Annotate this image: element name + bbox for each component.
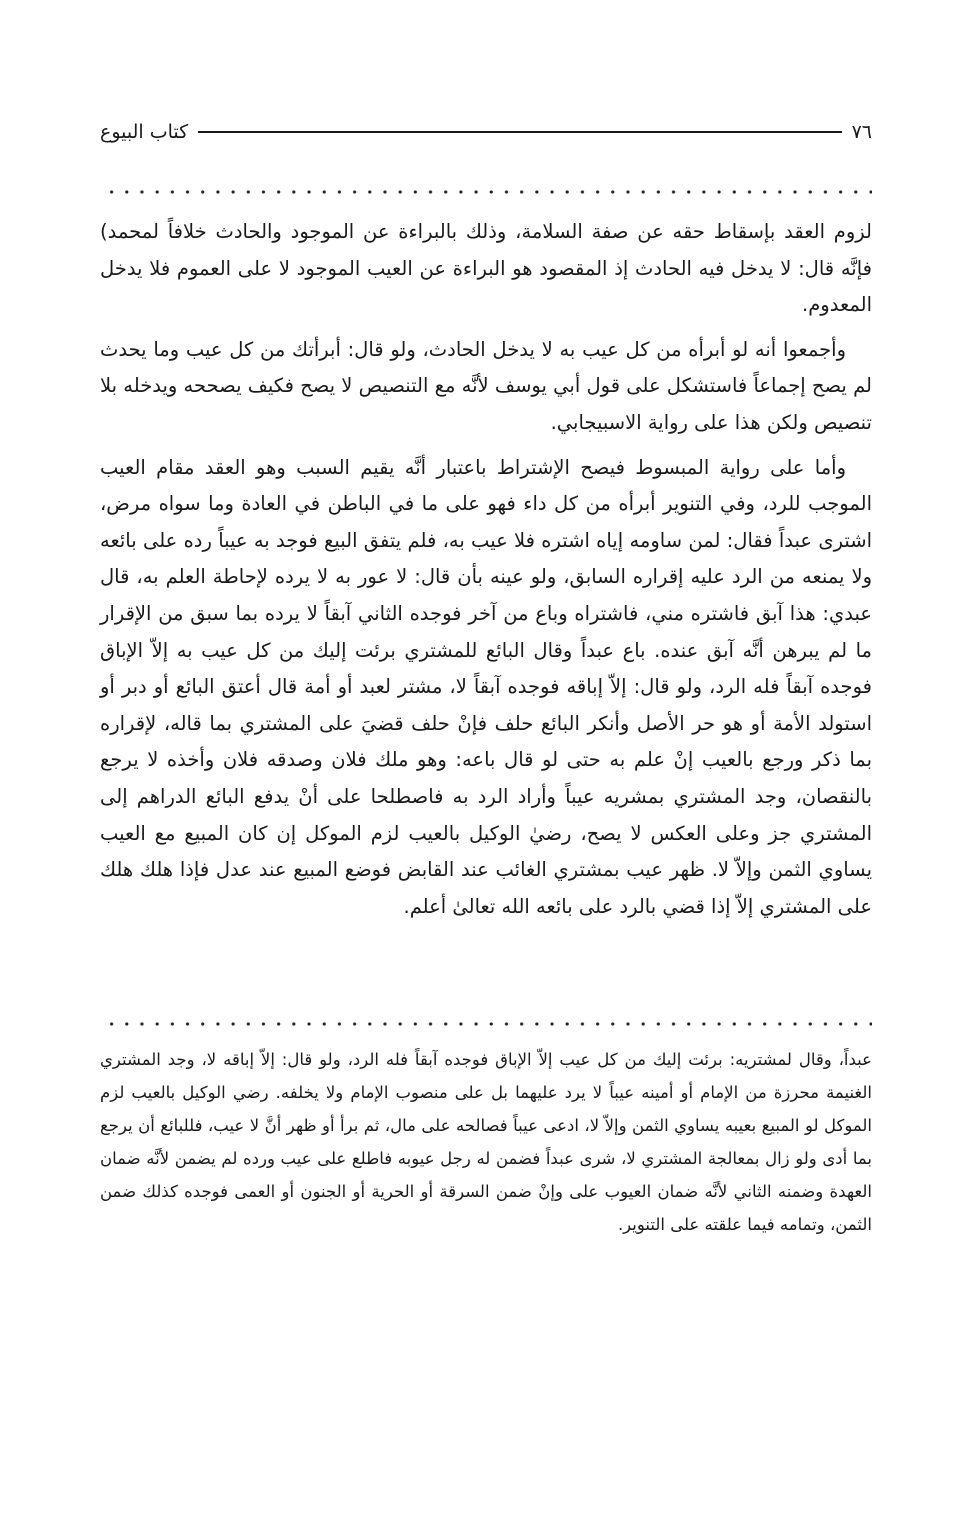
dotted-separator-top <box>104 189 872 195</box>
page-number: ٧٦ <box>851 121 872 143</box>
page-header <box>100 112 872 152</box>
main-text <box>100 214 872 933</box>
paragraph: وأما على رواية المبسوط فيصح الإشتراط باعتبار أنَّه يقيم السبب وهو العقد مقام العيب الموجب للرد، وفي التنوير أبرأه من كل داء فهو على ما في الباطن في العادة وما سواه مرض، اشترى عبداً فقال: لمن ساومه إياه اشتره فلا عيب به، فلم يتفق البيع فوجد به عيباً رده على بائعه ولا يمنعه من الرد عليه إقراره السابق، ولو عينه بأن قال: لا عور به لا يرده لإحاطة العلم به، قال عبدي: هذا آبق فاشتره مني، فاشتراه وباع من آخر فوجده الثاني آبقاً لا يرده بما سبق من الإقرار ما لم يبرهن أنَّه آبق عنده. باع عبداً وقال البائع للمشتري برئت إليك من كل عيب به إلاّ الإباق فوجده آبقاً فله الرد، ولو قال: إلاّ إباقه فوجده آبقاً لا، مشتر لعبد أو أمة قال أعتق البائع أو دبر أو استولد الأمة أو هو حر الأصل وأنكر البائع حلف فإنْ حلف قضيَ على المشتري بما قاله، لإقراره بما ذكر ورجع بالعيب إنْ علم به حتى لو قال باعه: وهو ملك فلان وصدقه فلان وأخذه لا يرجع بالنقصان، وجد المشتري بمشريه عيباً وأراد الرد به فاصطلحا على أنْ يدفع البائع الدراهم إلى المشتري جز وعلى العكس لا يصح، رضيٰ الوكيل بالعيب لزم الموكل إن كان المبيع مع العيب يساوي الثمن وإلاّ لا. ظهر عيب بمشتري الغائب عند القابض فوضع المبيع عند عدل فإذا هلك هلك على المشتري إلاّ إذا قضي بالرد على بائعه الله تعالىٰ أعلم. <box>100 455 872 918</box>
dotted-separator-footnote <box>104 1021 872 1027</box>
header-rule <box>198 131 841 133</box>
footnote-text <box>100 1043 872 1241</box>
paragraph: وأجمعوا أنه لو أبرأه من كل عيب به لا يدخل الحادث، ولو قال: أبرأتك من كل عيب وما يحدث لم يصح إجماعاً فاستشكل على قول أبي يوسف لأنَّه مع التنصيص لا يصح فكيف يصححه ويدخله بلا تنصيص ولكن هذا على رواية الاسبيجابي. <box>100 337 872 434</box>
paragraph: لزوم العقد بإسقاط حقه عن صفة السلامة، وذلك بالبراءة عن الموجود والحادث خلافاً لمحمد) فإنَّه قال: لا يدخل فيه الحادث إذ المقصود هو البراءة عن العيب الموجود لا على العموم فلا يدخل المعدوم. <box>100 220 872 317</box>
running-title: كتاب البيوع <box>100 121 189 143</box>
footnote-paragraph: عبداً، وقال لمشتريه: برئت إليك من كل عيب إلاّ الإباق فوجده آبقاً فله الرد، ولو قال: إلاّ إباقه لا، وجد المشتري الغنيمة محرزة من الإمام أو أمينه عيباً لا يرد عليهما بل على منصوب الإمام ولا يخلفه. رضي الوكيل بالعيب لزم الموكل لو المبيع بعيبه يساوي الثمن وإلاّ لا، ادعى عيباً فصالحه على مال، ثم برأ أو ظهر أنَّ لا عيب، فللبائع أن يرجع بما أدى ولو زال بمعالجة المشتري لا، شرى عبداً فضمن له رجل عيوبه فاطلع على عيب ورده لم يضمن لأنَّه ضمان العهدة وضمنه الثاني لأنَّه ضمان العيوب على وإنْ ضمن السرقة أو الحرية أو الجنون أو العمى فوجده كذلك ضمن الثمن، وتمامه فيما علقته على التنوير. <box>100 1050 872 1234</box>
